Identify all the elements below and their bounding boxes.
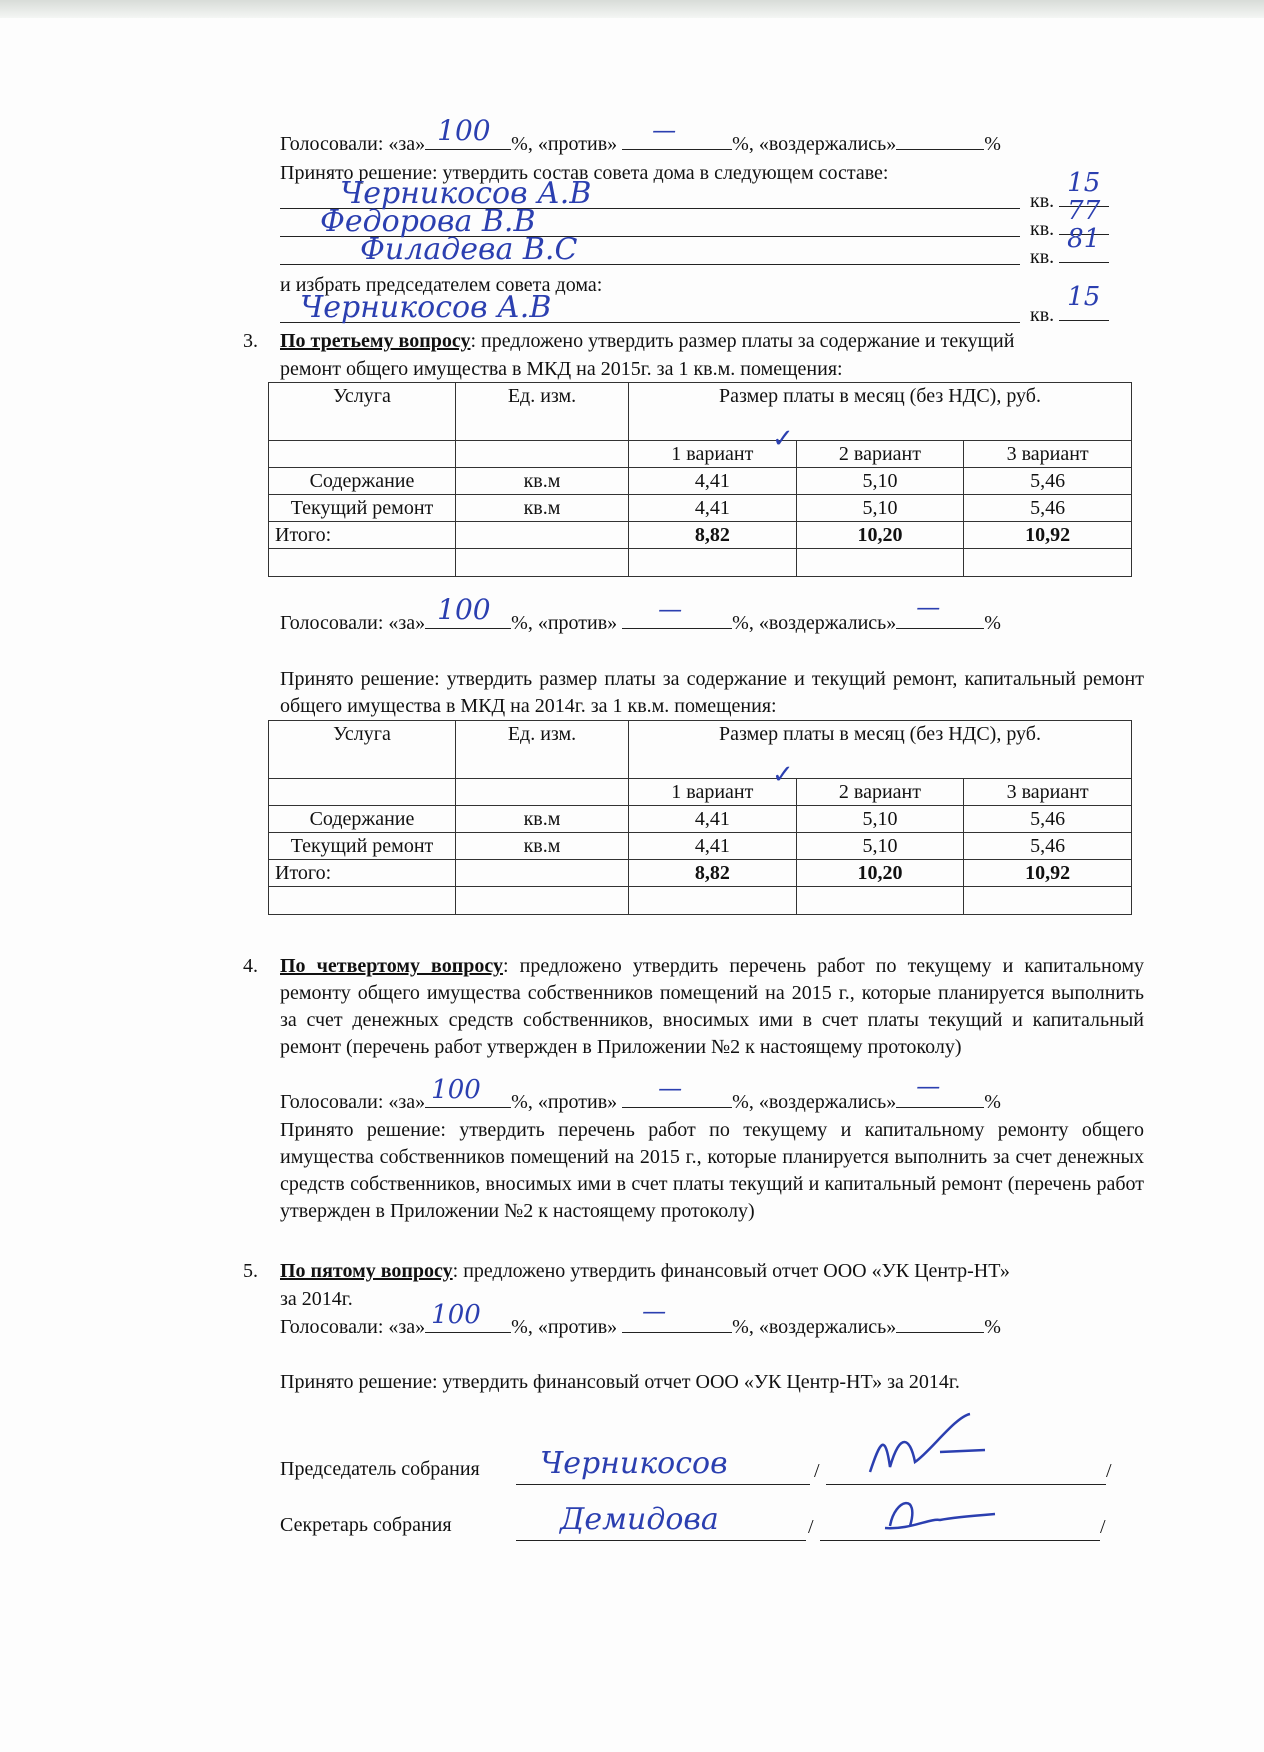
- total-v3: 10,92: [964, 860, 1132, 887]
- check-mark-icon: ✓: [772, 424, 794, 454]
- vote-protiv-label: «против»: [537, 1316, 618, 1338]
- kv-label: кв.: [1030, 218, 1055, 240]
- row-2-v2: 5,10: [796, 833, 964, 860]
- kv-field: [1059, 282, 1109, 321]
- row-2-v3: 5,46: [964, 833, 1132, 860]
- secretary-name-line: [516, 1540, 806, 1541]
- empty-cell: [269, 887, 456, 915]
- total-v2: 10,20: [796, 860, 964, 887]
- variant-2-label: 2 вариант: [838, 442, 921, 465]
- q4-title: По четвертому вопросу: [280, 955, 503, 977]
- empty-cell: [269, 441, 456, 468]
- pct-sign: %: [984, 612, 1001, 634]
- vote-protiv-field: [622, 1074, 732, 1108]
- kv-field: [1059, 224, 1109, 263]
- pct-sign: %,: [511, 1316, 533, 1338]
- pct-sign: %,: [732, 1316, 754, 1338]
- vote-line-1: [280, 114, 1001, 158]
- variant-2-header: [796, 441, 964, 468]
- vote-prefix: Голосовали:: [280, 1316, 384, 1338]
- vote-za-label: «за»: [388, 1316, 426, 1338]
- q3-number: 3.: [243, 330, 258, 352]
- variant-1-header: [629, 441, 797, 468]
- q3-text-2: ремонт общего имущества в МКД на 2015г. за 1 кв.м. помещения:: [280, 358, 843, 380]
- row-1-v2: 5,10: [796, 806, 964, 833]
- empty-cell: [456, 549, 629, 577]
- vote-prefix: Голосовали:: [280, 133, 384, 155]
- empty-cell: [796, 549, 964, 577]
- total-label: Итого:: [269, 860, 456, 887]
- vote-line-2: [280, 593, 1001, 637]
- row-1-unit: кв.м: [456, 806, 629, 833]
- vote-za-field: [425, 114, 511, 150]
- q4-body: : предложено утвердить перечень работ по текущему и капитальному ремонту общего имущества собственников помещений на 2015 г., которые планируется выполнить за счет денежных средств собственников, вносимых ими в счет платы текущий и капитальный ремонт (перечень работ утвержден в Приложении №2 к настоящему протоколу): [280, 955, 1144, 1058]
- q5-text-1: : предложено утвердить финансовый отчет ООО «УК Центр-НТ»: [452, 1260, 1010, 1282]
- q4-number: 4.: [243, 955, 258, 977]
- council-decision: Принято решение: утвердить состав совета дома в следующем составе:: [280, 162, 889, 184]
- variant-1-label: 1 вариант: [671, 780, 754, 803]
- variant-3-header: [964, 441, 1132, 468]
- vote-za-value: 100: [431, 1300, 481, 1330]
- vote-vozd-field: [896, 593, 984, 629]
- row-2-v1: 4,41: [629, 833, 797, 860]
- pct-sign: %,: [732, 133, 754, 155]
- chair-name: Черникосов А.В: [300, 290, 552, 325]
- member-1-name: Черникосов А.В: [340, 176, 592, 211]
- col-unit-header: Ед. изм.: [456, 383, 629, 441]
- secretary-signature-label: Секретарь собрания: [280, 1514, 452, 1536]
- vote-za-field: [425, 593, 511, 629]
- row-1-unit: кв.м: [456, 468, 629, 495]
- empty-cell: [456, 779, 629, 806]
- check-mark-icon: ✓: [772, 760, 794, 790]
- q3-title: По третьему вопросу: [280, 330, 471, 352]
- empty-cell: [456, 887, 629, 915]
- chair-signature-label: Председатель собрания: [280, 1458, 480, 1480]
- col-size-header: Размер платы в месяц (без НДС), руб.: [629, 383, 1132, 441]
- vote-prefix: Голосовали:: [280, 1091, 384, 1113]
- total-v2: 10,20: [796, 522, 964, 549]
- vote-vozd-label: «воздержались»: [758, 612, 897, 634]
- row-1-v2: 5,10: [796, 468, 964, 495]
- chair-kv-value: 15: [1067, 282, 1101, 312]
- q5-title: По пятому вопросу: [280, 1260, 453, 1282]
- secretary-name-signature: Демидова: [560, 1502, 719, 1537]
- variant-2-label: 2 вариант: [838, 780, 921, 803]
- col-service-header: Услуга: [269, 383, 456, 441]
- vote-za-value: 100: [437, 114, 491, 147]
- tariff-table-2: [268, 720, 1132, 915]
- chair-name-signature: Черникосов: [540, 1446, 728, 1481]
- q4-text: [280, 953, 1144, 1061]
- variant-3-label: 3 вариант: [1006, 780, 1089, 803]
- vote-vozd-label: «воздержались»: [758, 1316, 897, 1338]
- secretary-sign-line: [820, 1540, 1100, 1541]
- total-v1: 8,82: [629, 860, 797, 887]
- kv-label: кв.: [1030, 246, 1055, 268]
- vote-za-value: 100: [437, 593, 491, 626]
- secretary-signature-mark: [880, 1488, 1000, 1538]
- row-2-v1: 4,41: [629, 495, 797, 522]
- chair-signature-mark: [860, 1412, 990, 1484]
- vote-prefix: Голосовали:: [280, 612, 384, 634]
- empty-cell: [269, 779, 456, 806]
- vote-za-label: «за»: [388, 133, 426, 155]
- vote-protiv-label: «против»: [537, 1091, 618, 1113]
- variant-2-header: [796, 779, 964, 806]
- variant-3-header: [964, 779, 1132, 806]
- q3-line-1: [280, 328, 1014, 355]
- q5-number: 5.: [243, 1260, 258, 1282]
- empty-cell: [796, 887, 964, 915]
- pct-sign: %: [984, 1091, 1001, 1113]
- vote-protiv-value: —: [652, 116, 677, 144]
- col-unit-header: Ед. изм.: [456, 721, 629, 779]
- pct-sign: %: [984, 1316, 1001, 1338]
- scan-top-edge: [0, 0, 1264, 18]
- row-2-unit: кв.м: [456, 833, 629, 860]
- vote-vozd-value: —: [916, 1072, 941, 1100]
- q3-decision: Принято решение: утвердить размер платы за содержание и текущий ремонт, капитальный ремонт общего имущества в МКД на 2014г. за 1 кв.м. помещения:: [280, 668, 1144, 717]
- chair-name-line: [516, 1484, 810, 1485]
- pct-sign: %,: [511, 133, 533, 155]
- pct-sign: %,: [511, 612, 533, 634]
- q4-decision: Принято решение: утвердить перечень работ по текущему и капитальному ремонту общего имущества собственников помещений на 2015 г., которые планируется выполнить за счет денежных средств собственников, вносимых ими в счет платы текущий и капитальный ремонт (перечень работ утвержден в Приложении №2 к настоящему протоколу): [280, 1119, 1144, 1222]
- vote-protiv-value: —: [658, 595, 683, 623]
- row-2-service: Текущий ремонт: [269, 495, 456, 522]
- pct-sign: %,: [511, 1091, 533, 1113]
- slash: /: [1106, 1460, 1112, 1482]
- q5-decision: Принято решение: утвердить финансовый отчет ООО «УК Центр-НТ» за 2014г.: [280, 1371, 960, 1393]
- q5-text-2: за 2014г.: [280, 1288, 353, 1310]
- pct-sign: %,: [732, 612, 754, 634]
- vote-vozd-field: [896, 131, 984, 150]
- row-2-v3: 5,46: [964, 495, 1132, 522]
- pct-sign: %,: [732, 1091, 754, 1113]
- empty-cell: [629, 549, 797, 577]
- q5-line-1: [280, 1258, 1010, 1285]
- vote-protiv-label: «против»: [537, 133, 618, 155]
- member-2-kv-value: 77: [1067, 196, 1101, 226]
- row-1-v1: 4,41: [629, 806, 797, 833]
- member-3-kv: [1030, 224, 1109, 271]
- member-2-name: Федорова В.В: [320, 204, 536, 239]
- empty-cell: [456, 522, 629, 549]
- vote-vozd-label: «воздержались»: [758, 133, 897, 155]
- row-2-v2: 5,10: [796, 495, 964, 522]
- row-1-service: Содержание: [269, 806, 456, 833]
- member-1-kv-value: 15: [1067, 168, 1101, 198]
- pct-sign: %: [984, 133, 1001, 155]
- row-2-unit: кв.м: [456, 495, 629, 522]
- chair-intro: и избрать председателем совета дома:: [280, 274, 603, 296]
- variant-1-label: 1 вариант: [671, 442, 754, 465]
- vote-vozd-value: —: [916, 593, 941, 621]
- row-1-v3: 5,46: [964, 468, 1132, 495]
- member-3-name: Филадева В.С: [360, 232, 578, 267]
- variant-1-header: [629, 779, 797, 806]
- total-v1: 8,82: [629, 522, 797, 549]
- vote-protiv-label: «против»: [537, 612, 618, 634]
- empty-cell: [629, 887, 797, 915]
- chair-kv: [1030, 282, 1109, 329]
- vote-line-3: [280, 1072, 1001, 1116]
- slash: /: [808, 1516, 814, 1538]
- member-3-kv-value: 81: [1067, 224, 1101, 254]
- vote-vozd-field: [896, 1314, 984, 1333]
- kv-label: кв.: [1030, 190, 1055, 212]
- vote-protiv-field: [622, 1297, 732, 1333]
- empty-cell: [964, 549, 1132, 577]
- vote-protiv-field: [622, 595, 732, 629]
- vote-vozd-label: «воздержались»: [758, 1091, 897, 1113]
- row-2-service: Текущий ремонт: [269, 833, 456, 860]
- vote-za-field: [425, 1300, 511, 1333]
- col-size-header: Размер платы в месяц (без НДС), руб.: [629, 721, 1132, 779]
- vote-za-label: «за»: [388, 612, 426, 634]
- slash: /: [1100, 1516, 1106, 1538]
- vote-protiv-value: —: [642, 1297, 667, 1325]
- empty-cell: [269, 549, 456, 577]
- empty-cell: [456, 860, 629, 887]
- kv-label: кв.: [1030, 304, 1055, 326]
- row-1-service: Содержание: [269, 468, 456, 495]
- q3-text-1: : предложено утвердить размер платы за содержание и текущий: [470, 330, 1015, 352]
- total-v3: 10,92: [964, 522, 1132, 549]
- row-1-v3: 5,46: [964, 806, 1132, 833]
- vote-protiv-field: [622, 116, 732, 150]
- empty-cell: [456, 441, 629, 468]
- col-service-header: Услуга: [269, 721, 456, 779]
- vote-vozd-field: [896, 1072, 984, 1108]
- vote-za-label: «за»: [388, 1091, 426, 1113]
- variant-3-label: 3 вариант: [1006, 442, 1089, 465]
- vote-za-field: [425, 1075, 511, 1108]
- tariff-table-1: [268, 382, 1132, 577]
- chair-sign-line: [826, 1484, 1106, 1485]
- total-label: Итого:: [269, 522, 456, 549]
- vote-za-value: 100: [431, 1075, 481, 1105]
- vote-protiv-value: —: [658, 1074, 683, 1102]
- slash: /: [814, 1460, 820, 1482]
- empty-cell: [964, 887, 1132, 915]
- row-1-v1: 4,41: [629, 468, 797, 495]
